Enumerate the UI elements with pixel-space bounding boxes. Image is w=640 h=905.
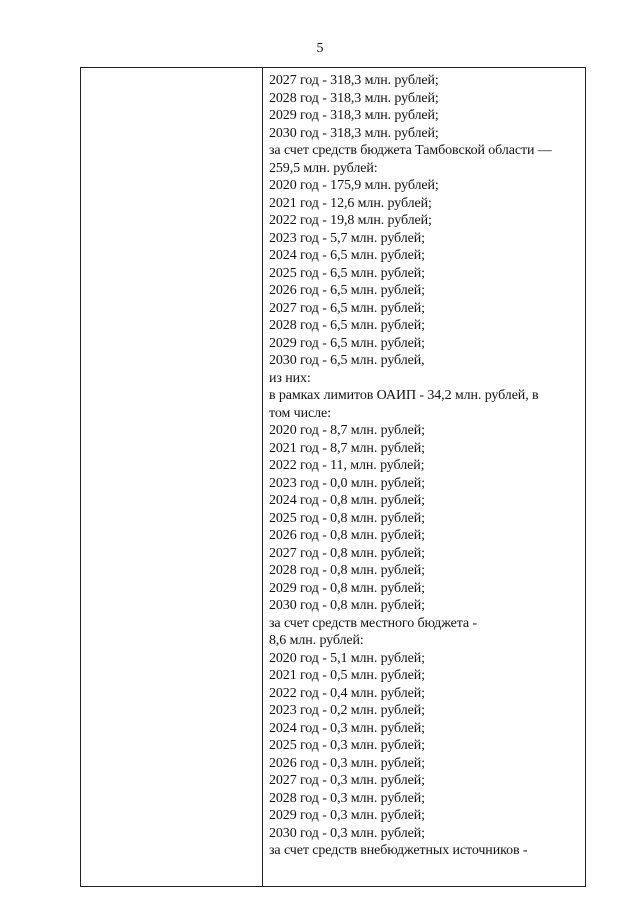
text-line: 2025 год - 0,3 млн. рублей;: [269, 738, 425, 753]
text-line: 2023 год - 5,7 млн. рублей;: [269, 230, 425, 246]
text-line: 2023 год - 0,0 млн. рублей;: [269, 475, 425, 491]
document-table: [80, 67, 586, 887]
text-line: 2027 год - 6,5 млн. рублей;: [269, 300, 425, 316]
text-line: 2024 год - 0,3 млн. рублей;: [269, 720, 425, 736]
text-line: 2030 год - 318,3 млн. рублей;: [269, 125, 439, 141]
text-line: 2025 год - 6,5 млн. рублей;: [269, 265, 425, 281]
text-line: 2021 год - 0,5 млн. рублей;: [269, 668, 425, 683]
text-line: 2028 год - 6,5 млн. рублей;: [269, 318, 425, 333]
text-line: 2023 год - 0,2 млн. рублей;: [269, 703, 425, 718]
text-line: 259,5 млн. рублей:: [269, 160, 378, 176]
text-line: 2030 год - 0,8 млн. рублей;: [269, 598, 425, 613]
text-line: из них:: [269, 370, 311, 386]
text-line: 2029 год - 0,3 млн. рублей;: [269, 808, 425, 823]
text-line: 2027 год - 318,3 млн. рублей;: [269, 73, 439, 88]
text-line: 2024 год - 6,5 млн. рублей;: [269, 248, 425, 263]
text-line: 2026 год - 6,5 млн. рублей;: [269, 283, 425, 298]
text-line: 8,6 млн. рублей:: [269, 633, 364, 648]
page-number: 5: [316, 41, 324, 56]
text-line: в рамках лимитов ОАИП - 34,2 млн. рублей, в: [269, 388, 539, 403]
text-line: 2029 год - 6,5 млн. рублей;: [269, 335, 425, 351]
text-line: 2022 год - 19,8 млн. рублей;: [269, 213, 432, 228]
text-line: за счет средств бюджета Тамбовской области —: [269, 143, 552, 158]
text-line: 2020 год - 8,7 млн. рублей;: [269, 423, 425, 438]
text-line: 2020 год - 175,9 млн. рублей;: [269, 178, 439, 193]
text-line: за счет средств внебюджетных источников -: [269, 843, 528, 858]
text-line: том числе:: [269, 405, 331, 421]
text-line: 2024 год - 0,8 млн. рублей;: [269, 493, 425, 508]
text-line: 2025 год - 0,8 млн. рублей;: [269, 510, 425, 526]
text-line: 2020 год - 5,1 млн. рублей;: [269, 650, 425, 666]
column-divider: [262, 68, 263, 886]
text-line: 2029 год - 318,3 млн. рублей;: [269, 108, 439, 123]
text-line: 2026 год - 0,3 млн. рублей;: [269, 755, 425, 771]
text-line: 2028 год - 0,8 млн. рублей;: [269, 563, 425, 578]
text-line: 2026 год - 0,8 млн. рублей;: [269, 528, 425, 543]
text-line: 2030 год - 6,5 млн. рублей,: [269, 353, 425, 368]
text-line: 2028 год - 318,3 млн. рублей;: [269, 90, 439, 106]
text-line: 2021 год - 8,7 млн. рублей;: [269, 440, 425, 456]
text-line: за счет средств местного бюджета -: [269, 615, 477, 631]
text-line: 2030 год - 0,3 млн. рублей;: [269, 825, 425, 841]
text-line: 2022 год - 11, млн. рублей;: [269, 458, 425, 473]
text-line: 2027 год - 0,3 млн. рублей;: [269, 773, 425, 788]
funding-details-cell: [269, 72, 581, 860]
text-line: 2027 год - 0,8 млн. рублей;: [269, 545, 425, 561]
text-line: 2021 год - 12,6 млн. рублей;: [269, 195, 432, 211]
text-line: 2022 год - 0,4 млн. рублей;: [269, 685, 425, 701]
text-line: 2028 год - 0,3 млн. рублей;: [269, 790, 425, 806]
text-line: 2029 год - 0,8 млн. рублей;: [269, 580, 425, 596]
